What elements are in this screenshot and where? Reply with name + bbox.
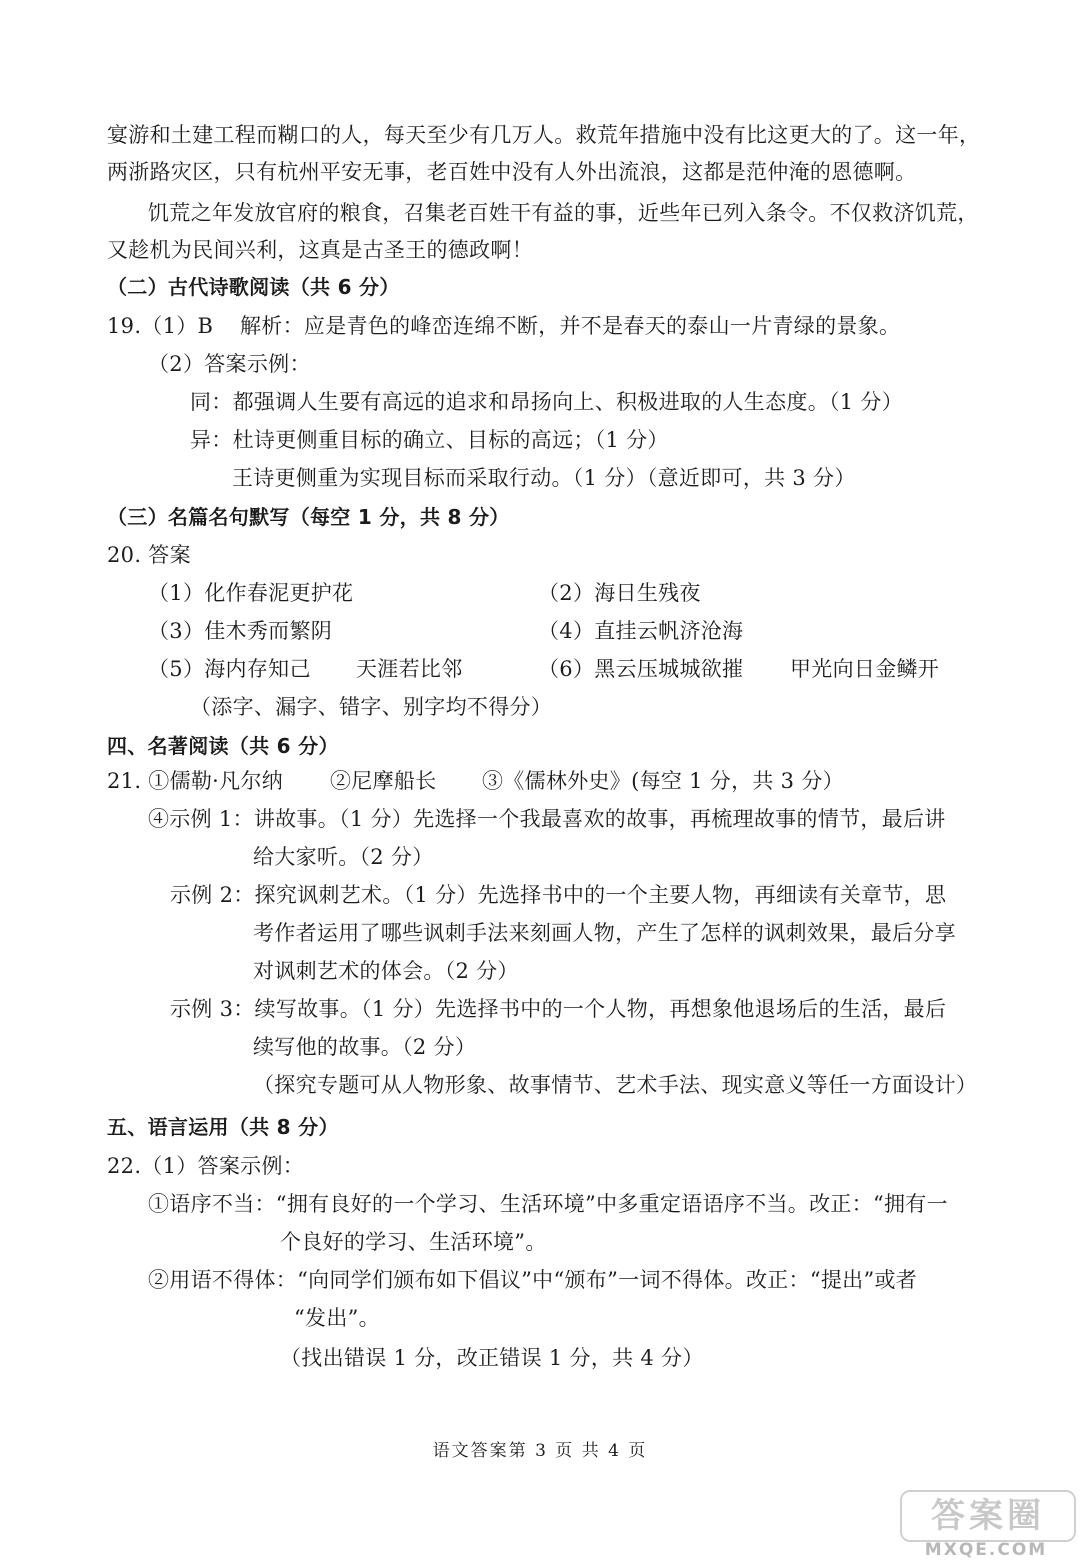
q22-item-2-line-2: “发出”。 — [294, 1306, 380, 1330]
q22-note: （找出错误 1 分，改正错误 1 分，共 4 分） — [280, 1346, 704, 1370]
paragraph-2-line-2: 又趁机为民间兴利，这真是古圣王的德政啊！ — [107, 238, 533, 262]
page-footer: 语文答案第 3 页 共 4 页 — [432, 1441, 648, 1461]
q20-answer-4: （4）直挂云帆济沧海 — [538, 619, 744, 643]
q20-answer-1: （1）化作春泥更护花 — [148, 581, 354, 605]
q22-item-2-line-1: ②用语不得体：“向同学们颁布如下倡议”中“颁布”一词不得体。改正：“提出”或者 — [148, 1268, 918, 1292]
q22-label: 22.（1）答案示例： — [107, 1154, 305, 1178]
paragraph-1-line-2: 两浙路灾区，只有杭州平安无事，老百姓中没有人外出流浪，这都是范仲淹的恩德啊。 — [107, 160, 917, 184]
watermark-mark: 答案圈 — [900, 1490, 1076, 1542]
q21-example-3-line-2: 续写他的故事。（2 分） — [253, 1035, 477, 1059]
q19-part2-label: （2）答案示例： — [148, 352, 311, 376]
q20-note: （添字、漏字、错字、别字均不得分） — [190, 695, 553, 719]
q19-diff-point-1: 异：杜诗更侧重目标的确立、目标的高远；（1 分） — [190, 428, 669, 452]
section-heading-classics: 四、名著阅读（共 6 分） — [107, 734, 339, 758]
section-heading-language: 五、语言运用（共 8 分） — [107, 1115, 339, 1139]
q22-item-1-line-1: ①语序不当：“拥有良好的一个学习、生活环境”中多重定语语序不当。改正：“拥有一 — [148, 1192, 948, 1216]
q20-answer-6a: （6）黑云压城城欲摧 — [538, 657, 744, 681]
q20-answer-5a: （5）海内存知己 — [148, 657, 311, 681]
watermark-logo — [900, 1490, 1072, 1560]
q20-answer-2: （2）海日生残夜 — [538, 581, 701, 605]
q21-example-2-line-2: 考作者运用了哪些讽刺手法来刻画人物，产生了怎样的讽刺效果，最后分享 — [253, 921, 956, 945]
q21-example-1-line-1: ④示例 1：讲故事。（1 分）先选择一个我最喜欢的故事，再梳理故事的情节，最后讲 — [148, 807, 946, 831]
q22-item-1-line-2: 个良好的学习、生活环境”。 — [280, 1230, 547, 1254]
q19-diff-point-2: 王诗更侧重为实现目标而采取行动。（1 分）（意近即可，共 3 分） — [232, 466, 856, 490]
watermark-site: MXQE.COM — [924, 1540, 1048, 1560]
section-heading-recite: （三）名篇名句默写（每空 1 分，共 8 分） — [107, 505, 510, 529]
q19-same-point: 同：都强调人生要有高远的追求和昂扬向上、积极进取的人生态度。（1 分） — [190, 390, 904, 414]
q19-part1-analysis: 解析：应是青色的峰峦连绵不断，并不是春天的泰山一片青绿的景象。 — [240, 314, 901, 338]
q20-answer-6b: 甲光向日金鳞开 — [790, 657, 940, 681]
q19-part1-answer: 19.（1）B — [107, 314, 214, 338]
q21-answer-3: ③《儒林外史》(每空 1 分，共 3 分） — [482, 769, 844, 793]
q20-label: 20. 答案 — [107, 543, 191, 567]
paragraph-1-line-1: 宴游和土建工程而糊口的人，每天至少有几万人。救荒年措施中没有比这更大的了。这一年， — [107, 123, 981, 147]
q21-example-2-line-3: 对讽刺艺术的体会。（2 分） — [253, 959, 519, 983]
q20-answer-3: （3）佳木秀而繁阴 — [148, 619, 333, 643]
q21-answer-1: 21. ①儒勒·凡尔纳 — [107, 769, 284, 793]
q21-example-3-line-1: 示例 3：续写故事。（1 分）先选择书中的一个人物，再想象他退场后的生活，最后 — [170, 997, 947, 1021]
paragraph-2-line-1: 饥荒之年发放官府的粮食，召集老百姓干有益的事，近些年已列入条令。不仅救济饥荒， — [148, 201, 979, 225]
q21-example-1-line-2: 给大家听。（2 分） — [253, 845, 434, 869]
q21-example-2-line-1: 示例 2：探究讽刺艺术。（1 分）先选择书中的一个主要人物，再细读有关章节，思 — [170, 883, 947, 907]
q21-answer-2: ②尼摩船长 — [330, 769, 437, 793]
q20-answer-5b: 天涯若比邻 — [356, 657, 463, 681]
section-heading-poetry: （二）古代诗歌阅读（共 6 分） — [107, 275, 400, 299]
q21-note: （探究专题可从人物形象、故事情节、艺术手法、现实意义等任一方面设计） — [253, 1073, 978, 1097]
